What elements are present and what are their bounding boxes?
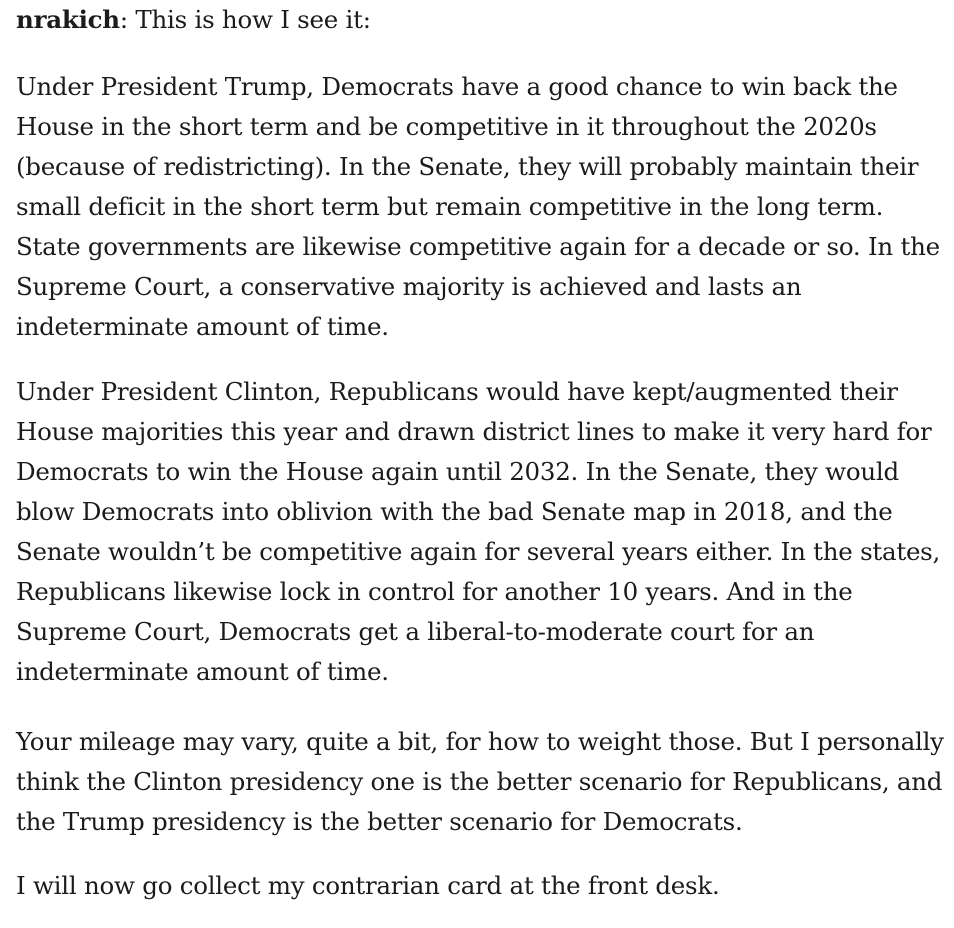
- paragraph-clinton-scenario: Under President Clinton, Republicans would have kept/augmented their House majorities this year and drawn district lines to make it very hard for Democrats to win the House again until 2032. In the Senate, they would blow Democrats into oblivion with the bad Senate map in 2018, and the Senate wouldn’t be competitive again for several years either. In the states, Republicans likewise lock in control for another 10 years. And in the Supreme Court, Democrats get a liberal-to-moderate court for an indeterminate amount of time.: [16, 377, 941, 686]
- speaker-name: nrakich: [16, 5, 120, 34]
- paragraph-trump-scenario: Under President Trump, Democrats have a good chance to win back the House in the short term and be competitive in it throughout the 2020s (because of redistricting). In the Senate, they will probably maintain their small deficit in the short term but remain competitive in the long term. State governments are likewise competitive again for a decade or so. In the Supreme Court, a conservative majority is achieved and lasts an indeterminate amount of time.: [16, 72, 940, 341]
- paragraph-closing: I will now go collect my contrarian card at the front desk.: [16, 871, 720, 900]
- speaker-separator: :: [119, 5, 128, 34]
- speaker-line: [16, 0, 371, 40]
- intro-text: This is how I see it:: [127, 5, 371, 34]
- paragraph-conclusion: Your mileage may vary, quite a bit, for how to weight those. But I personally think the Clinton presidency one is the better scenario for Republicans, and the Trump presidency is the better scenario for Democrats.: [16, 727, 944, 836]
